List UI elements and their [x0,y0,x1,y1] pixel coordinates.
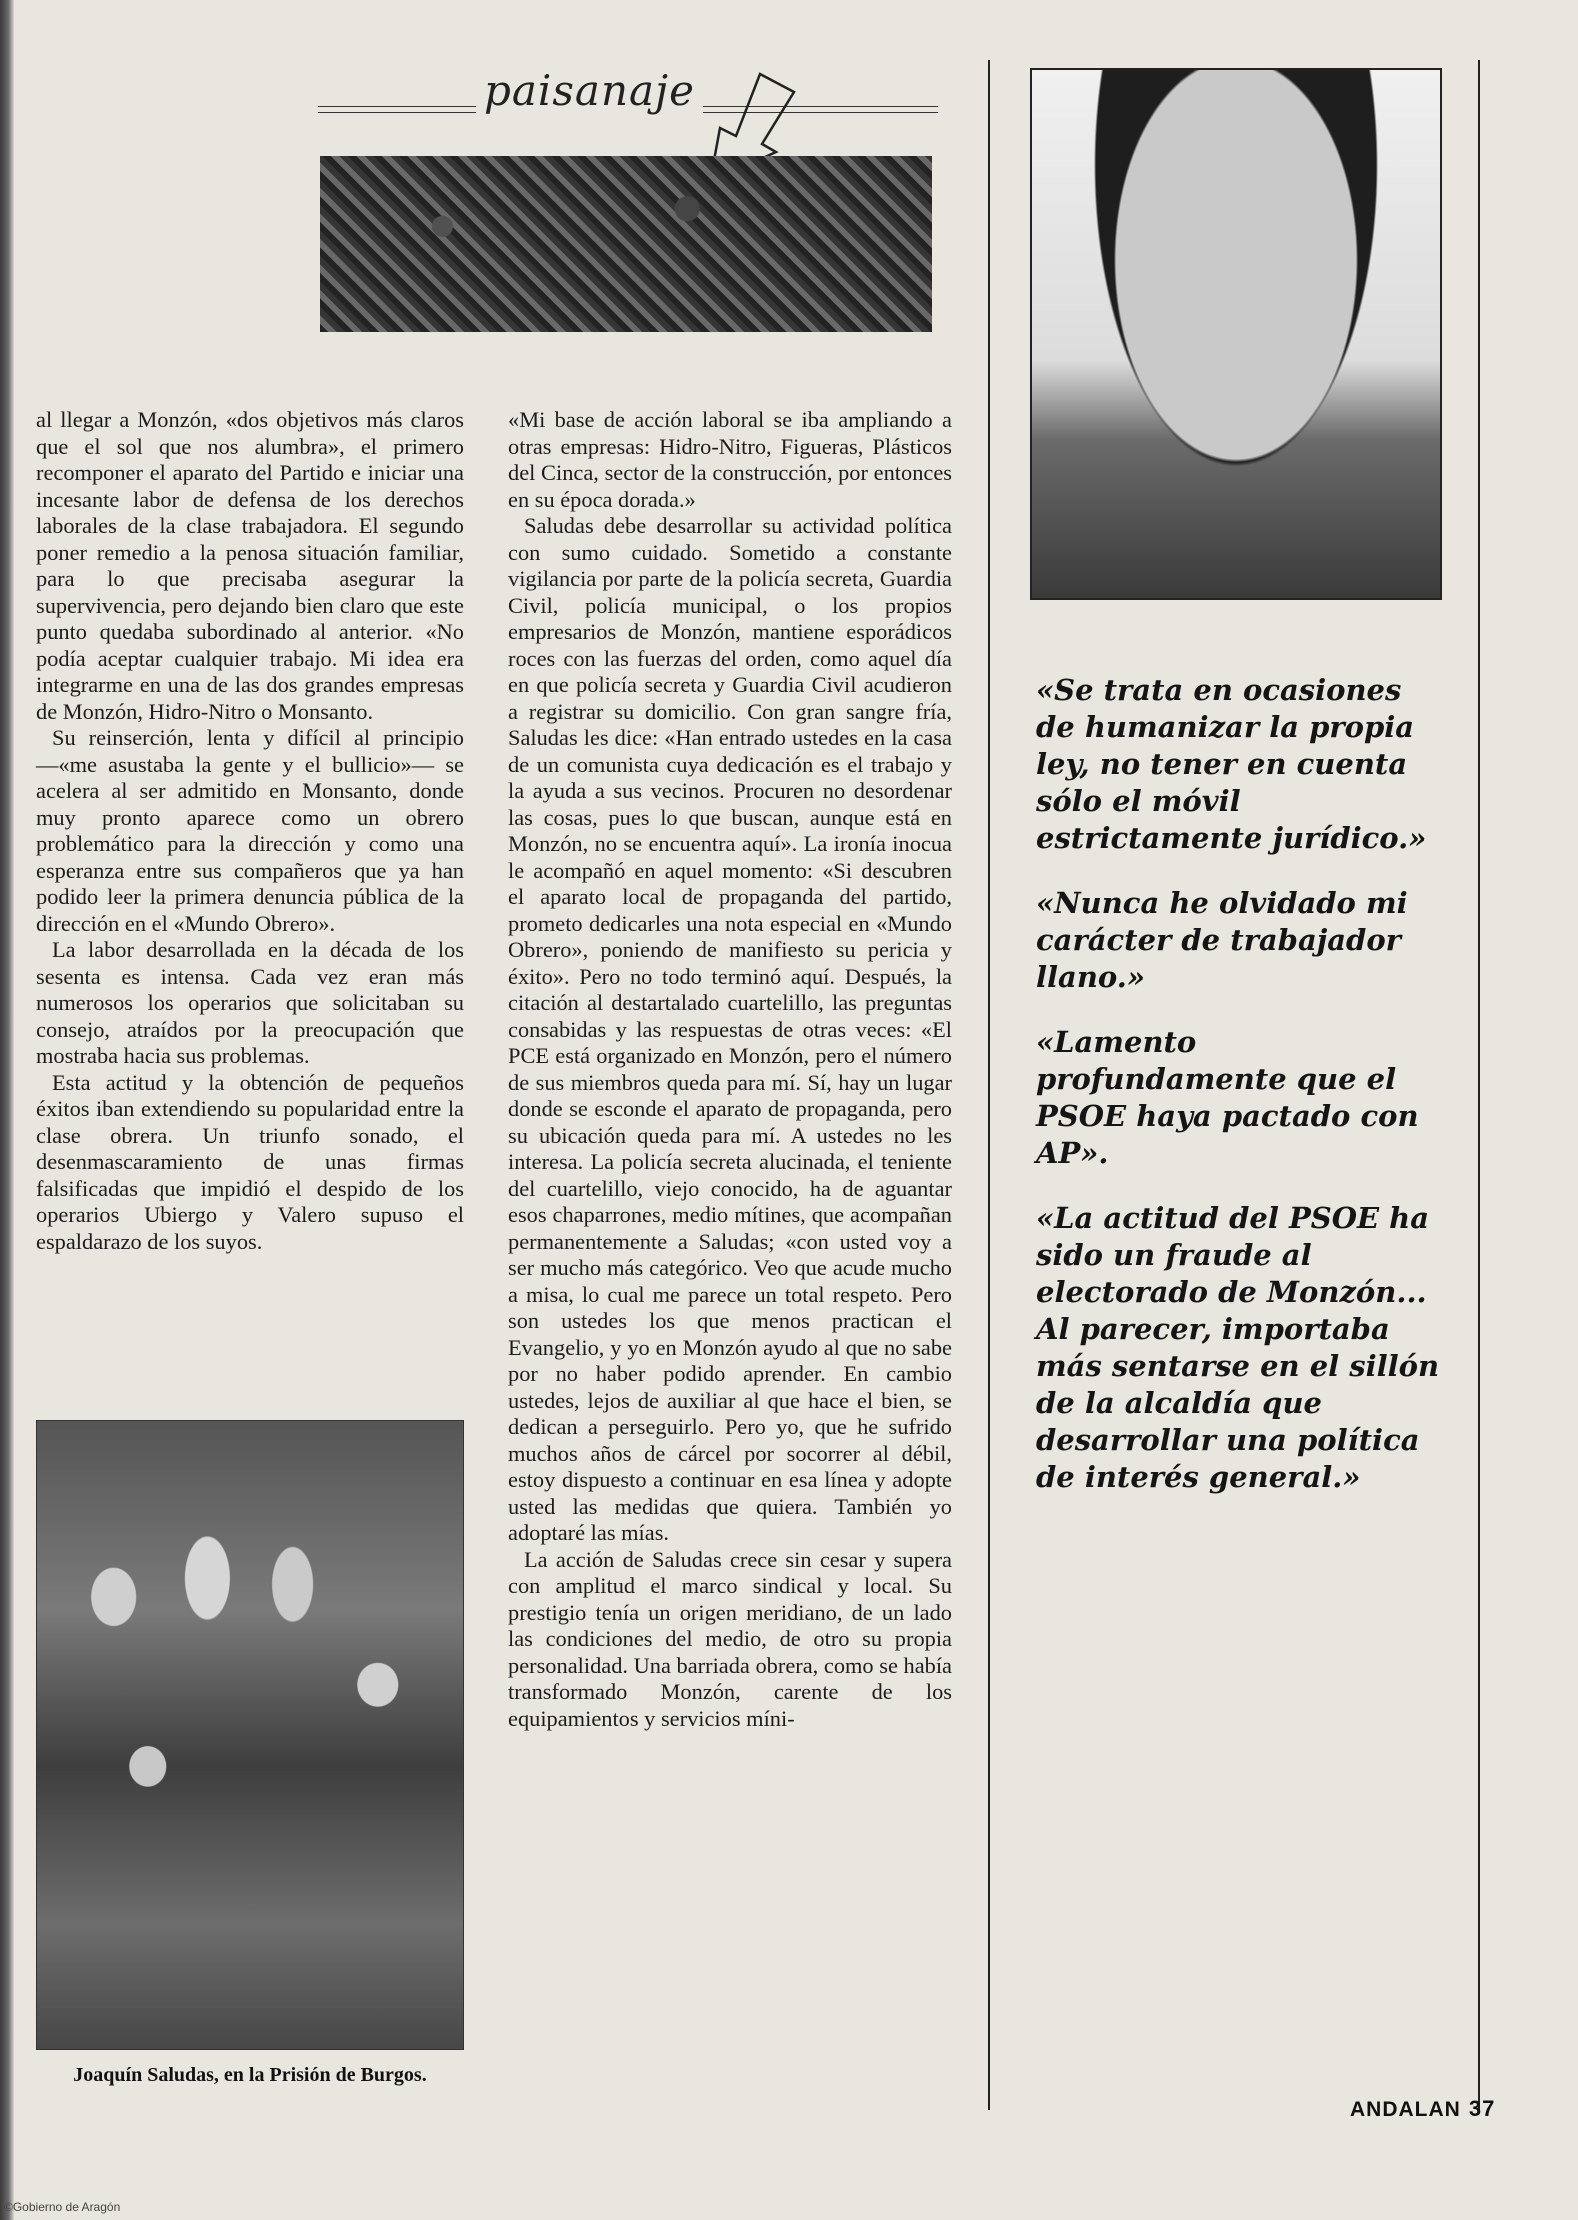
page-number: 37 [1468,2096,1496,2121]
page-binding-edge [0,0,14,2220]
magazine-name: ANDALAN [1350,2098,1461,2121]
portrait-photo [1030,68,1442,600]
paragraph: La acción de Saludas crece sin cesar y supera con amplitud el marco sindical y local. Su prestigio tenía un origen meridiano, de un lado las condiciones del medio, de otro su propia personalidad. Una barriada obrera, como se había transformado Monzón, carente de los equipamientos y servicios míni- [508,1546,952,1731]
section-header [318,60,938,150]
pull-quote: «Se trata en ocasiones de humanizar la propia ley, no tener en cuenta sólo el móvil estrictamente jurídico.» [1036,673,1427,855]
paragraph: al llegar a Monzón, «dos objetivos más claros que el sol que nos alumbra», el primero recomponer el aparato del Partido e iniciar una incesante labor de defensa de los derechos laborales de la clase trabajadora. El segundo poner remedio a la penosa situación familiar, para lo que precisaba asegurar la supervivencia, pero dejando bien claro que este punto quedaba subordinado al anterior. «No podía aceptar cualquier trabajo. Mi idea era integrarme en una de las dos grandes empresas de Monzón, Hidro-Nitro o Monsanto. [36,407,464,724]
paragraph: «Mi base de acción laboral se iba ampliando a otras empresas: Hidro-Nitro, Figueras, Plásticos del Cinca, sector de la construcción, por entonces en su época dorada.» [508,407,952,512]
page-footer [1350,2096,1495,2122]
article-column-left [36,407,464,1255]
crowd-photo [320,156,932,332]
paragraph: Su reinserción, lenta y difícil al principio —«me asustaba la gente y el bullicio»— se acelera al ser admitido en Monsanto, donde muy pronto aparece como un obrero problemático para la dirección y como una esperanza entre sus compañeros que ya han podido leer la primera denuncia pública de la dirección en el «Mundo Obrero». [36,725,464,936]
copyright-notice: ©Gobierno de Aragón [4,2200,121,2214]
pull-quote: «La actitud del PSOE ha sido un fraude al electorado de Monzón... Al parecer, importaba más sentarse en el sillón de la alcaldía que desarrollar una política de interés general.» [1036,1201,1440,1494]
paragraph: Saludas debe desarrollar su actividad política con sumo cuidado. Sometido a constante vigilancia por parte de la policía secreta, Guardia Civil, policía municipal, o los propios empresarios de Monzón, mantiene esporádicos roces con las fuerzas del orden, como aquel día en que policía secreta y Guardia Civil acudieron a registrar su domicilio. Con gran sangre fría, Saludas les dice: «Han entrado ustedes en la casa de un comunista cuya dedicación es el trabajo y la ayuda a sus vecinos. Procuren no desordenar las cosas, pues lo que buscan, aunque está en Monzón, no se encuentra aquí». La ironía inocua le acompañó en aquel momento: «Si descubren el aparato local de propaganda del partido, prometo dedicarles una nota especial en «Mundo Obrero», poniendo de manifiesto su pericia y éxito». Pero no todo terminó aquí. Después, la citación al destartalado cuartelillo, las preguntas consabidas y las respuestas de otras veces: «El PCE está organizado en Monzón, pero el número de sus miembros queda para mí. Sí, hay un lugar donde se esconde el aparato de propaganda, pero su ubicación queda para mí. A ustedes no les interesa. La policía secreta alucinada, el teniente del cuartelillo, viejo conocido, ha de aguantar esos chaparrones, medio mítines, que acompañan permanentemente a Saludas; «con usted voy a ser mucho más categórico. Veo que acude mucho a misa, lo cual me parece un total respeto. Pero son ustedes los que menos practican el Evangelio, y yo en Monzón ayudo al que no sabe por no haber podido aprender. En cambio ustedes, lejos de auxiliar al que hace el bien, se dedican a perseguirlo. Pero yo, que he sufrido muchos años de cárcel por socorrer al débil, estoy dispuesto a continuar en esa línea y adopte usted las medidas que quiera. También yo adoptaré las mías. [508,513,952,1545]
column-divider [1478,60,1480,2110]
pull-quote: «Nunca he olvidado mi carácter de trabajador llano.» [1036,886,1408,994]
photo-caption: Joaquín Saludas, en la Prisión de Burgos. [73,2064,427,2086]
paragraph: La labor desarrollada en la década de los sesenta es intensa. Cada vez eran más numerosos los operarios que solicitaban su consejo, atraídos por la preocupación que mostraba hacia sus problemas. [36,937,464,1068]
group-photo [36,1420,464,2050]
article-column-middle [508,407,952,1732]
section-title: paisanaje [476,66,703,115]
pull-quotes [1036,672,1448,1524]
pull-quote: «Lamento profundamente que el PSOE haya pactado con AP». [1036,1025,1419,1170]
column-divider [988,60,990,2110]
paragraph: Esta actitud y la obtención de pequeños éxitos iban extendiendo su popularidad entre la clase obrera. Un triunfo sonado, el desenmascaramiento de unas firmas falsificadas que impidió el despido de los operarios Ubiergo y Valero supuso el espaldarazo de los suyos. [36,1069,464,1254]
